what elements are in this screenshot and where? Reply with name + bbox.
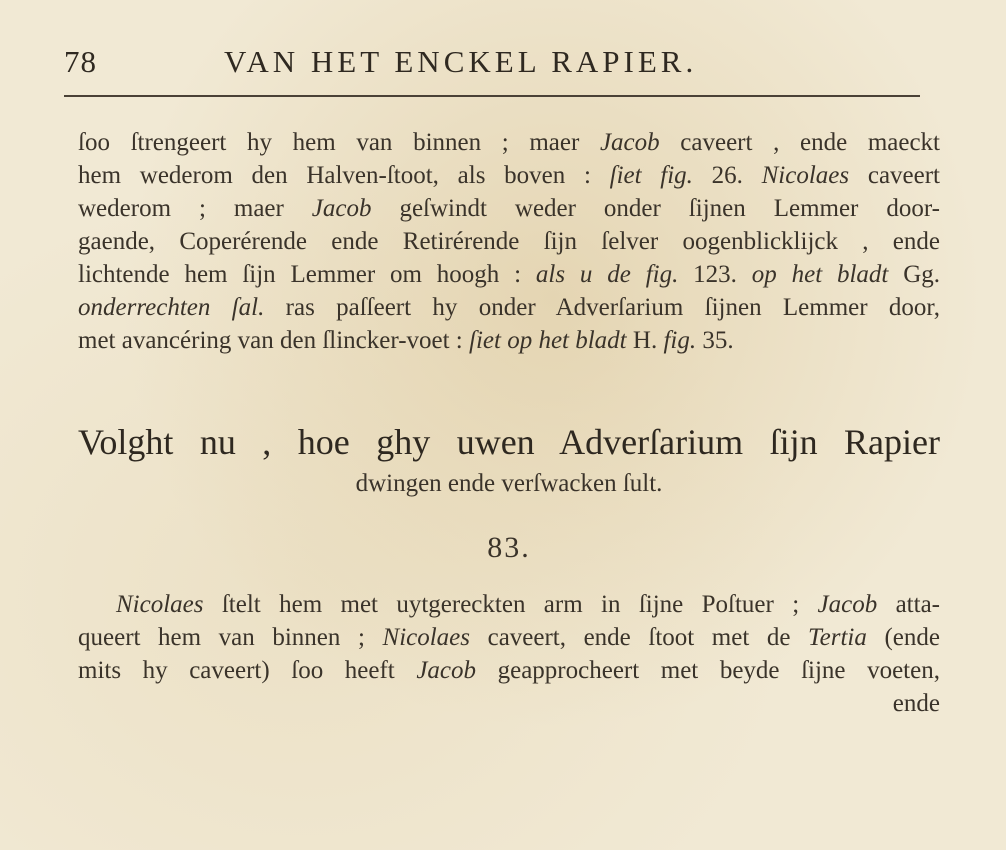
italic-text: Jacob (599, 129, 660, 156)
text-run: caveert (849, 162, 941, 189)
italic-text: ſiet op het bladt (469, 327, 627, 354)
italic-text: op het bladt (751, 261, 889, 288)
italic-text: fig. (663, 327, 697, 354)
text-run: mits hy caveert) ſoo heeft (78, 657, 417, 684)
text-line (78, 654, 940, 687)
section-subheading: dwingen ende verſwacken ſult. (355, 470, 663, 497)
section-heading: Volght nu , hoe ghy uwen Adverſarium ſijn Rapier (78, 422, 940, 462)
section-number: 83. (487, 531, 531, 564)
text-run: (ende (866, 624, 940, 651)
text-run: met avancéring van den ſlincker-voet : (78, 327, 470, 354)
header-rule (64, 95, 920, 97)
text-run: geſwindt weder onder ſijnen Lemmer door- (371, 195, 940, 222)
text-run: 35. (696, 327, 734, 354)
text-line (78, 588, 940, 621)
text-line (78, 192, 940, 225)
text-run: queert hem van binnen ; (78, 624, 383, 651)
text-line (78, 126, 940, 159)
italic-text: Nicolaes (116, 591, 204, 618)
text-run: ſtelt hem met uytgereckten arm in ſijne Poſtuer ; (203, 591, 818, 618)
text-line (78, 159, 940, 192)
text-run: ras paſſeert hy onder Adverſarium ſijnen Lemmer door, (264, 294, 940, 321)
paragraph-1 (78, 126, 940, 357)
text-run: H. (626, 327, 664, 354)
italic-text: ſiet fig. (609, 162, 693, 189)
italic-text: Nicolaes (761, 162, 850, 189)
text-run: caveert , ende maeckt (659, 129, 941, 156)
running-head-title: VAN HET ENCKEL RAPIER. (224, 44, 698, 79)
text-run: caveert, ende ſtoot met de (470, 624, 809, 651)
catchword: ende (892, 690, 940, 717)
text-run: hem wederom den Halven-ſtoot, als boven : (78, 162, 610, 189)
italic-text: onderrechten ſal. (78, 294, 265, 321)
italic-text: Tertia (808, 624, 867, 651)
text-line (78, 225, 940, 258)
page-number: 78 (64, 44, 97, 79)
italic-text: Jacob (416, 657, 477, 684)
text-line (78, 324, 940, 357)
italic-text: als u de fig. (535, 261, 679, 288)
italic-text: Jacob (311, 195, 372, 222)
text-run: gaende, Coperérende ende Retirérende ſijn ſelver oogenblicklijck , ende (78, 228, 940, 255)
text-run: ſoo ſtrengeert hy hem van binnen ; maer (78, 129, 600, 156)
text-line (78, 621, 940, 654)
text-run: Gg. (888, 261, 941, 288)
italic-text: Jacob (817, 591, 878, 618)
text-line (78, 258, 940, 291)
running-head (64, 38, 920, 86)
text-run: wederom ; maer (78, 195, 312, 222)
paragraph-2 (78, 588, 940, 720)
text-run: 123. (678, 261, 752, 288)
text-run: atta- (877, 591, 940, 618)
text-run: lichtende hem ſijn Lemmer om hoogh : (78, 261, 536, 288)
text-run: geapprocheert met beyde ſijne voeten, (476, 657, 940, 684)
text-run: 26. (692, 162, 762, 189)
italic-text: Nicolaes (382, 624, 471, 651)
text-line (78, 291, 940, 324)
